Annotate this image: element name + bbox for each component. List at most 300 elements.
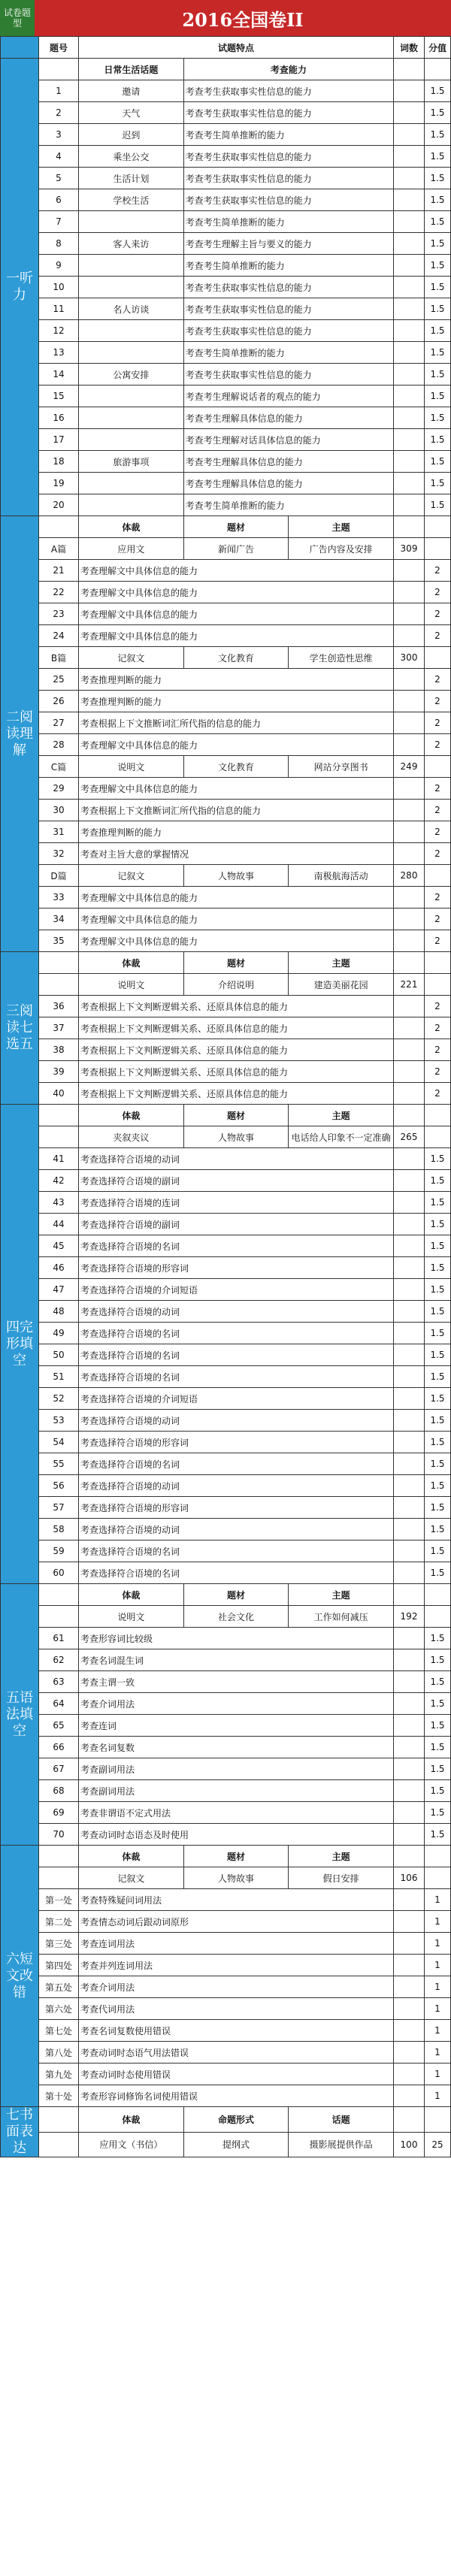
ability-cell: 考查选择符合语境的动词 xyxy=(79,1475,394,1497)
table-row xyxy=(1,1889,451,1911)
score-cell: 2 xyxy=(425,821,451,843)
blank xyxy=(394,102,425,124)
question-number: 16 xyxy=(39,407,79,429)
table-row xyxy=(1,800,451,821)
theme-cell: 介绍说明 xyxy=(183,974,289,996)
genre-cell: 说明文 xyxy=(79,1606,184,1628)
topic-cell: 旅游事项 xyxy=(79,451,184,473)
question-number: 44 xyxy=(39,1214,79,1235)
score-cell: 1.5 xyxy=(425,1170,451,1192)
ability-cell: 考查对主旨大意的掌握情况 xyxy=(79,843,394,865)
topic-cell: 公寓安排 xyxy=(79,364,184,385)
blank xyxy=(425,1584,451,1606)
ability-cell: 考查根据上下文判断逻辑关系、还原具体信息的能力 xyxy=(79,1039,394,1061)
words-cell xyxy=(394,1279,425,1301)
header-score: 分值 xyxy=(425,37,451,59)
question-number: 35 xyxy=(39,930,79,952)
words-cell xyxy=(394,843,425,865)
words-cell xyxy=(394,1039,425,1061)
table-row xyxy=(1,538,451,560)
question-number: 49 xyxy=(39,1323,79,1344)
header-subject: 主题 xyxy=(289,1105,394,1126)
question-number: 55 xyxy=(39,1453,79,1475)
genre-cell: 记叙文 xyxy=(79,647,184,669)
question-number: 19 xyxy=(39,473,79,494)
ability-cell: 考查考生获取事实性信息的能力 xyxy=(183,146,393,168)
score-cell: 2 xyxy=(425,734,451,756)
table-row xyxy=(1,1497,451,1519)
table-row xyxy=(1,1671,451,1693)
words-cell xyxy=(394,1911,425,1933)
score-cell: 1.5 xyxy=(425,1257,451,1279)
score-cell: 1.5 xyxy=(425,1323,451,1344)
topic-cell: 名人访谈 xyxy=(79,298,184,320)
blank xyxy=(39,1105,79,1126)
header-feature: 试题特点 xyxy=(79,37,394,59)
table-row xyxy=(1,1039,451,1061)
header-genre: 体裁 xyxy=(79,516,184,538)
blank xyxy=(394,146,425,168)
table-row xyxy=(1,451,451,473)
table-row xyxy=(1,1453,451,1475)
question-number: 58 xyxy=(39,1519,79,1540)
question-number xyxy=(39,1126,79,1148)
table-row xyxy=(1,342,451,364)
ability-cell: 考查名词复数使用错误 xyxy=(79,2020,394,2042)
header-theme: 题材 xyxy=(183,516,289,538)
question-number: 61 xyxy=(39,1628,79,1649)
ability-cell: 考查考生获取事实性信息的能力 xyxy=(183,320,393,342)
question-number: 48 xyxy=(39,1301,79,1323)
score-cell: 1.5 xyxy=(425,211,451,233)
score-cell: 1.5 xyxy=(425,1214,451,1235)
words-cell xyxy=(394,1693,425,1715)
ability-cell: 考查考生简单推断的能力 xyxy=(183,255,393,277)
ability-cell: 考查选择符合语境的形容词 xyxy=(79,1257,394,1279)
question-number: 第一处 xyxy=(39,1889,79,1911)
words-cell: 100 xyxy=(394,2132,425,2157)
score-cell xyxy=(425,1126,451,1148)
score-cell: 1.5 xyxy=(425,1235,451,1257)
score-cell: 1.5 xyxy=(425,1540,451,1562)
score-cell: 1.5 xyxy=(425,298,451,320)
words-cell xyxy=(394,1453,425,1475)
subject-cell: 假日安排 xyxy=(289,1867,394,1889)
words-cell xyxy=(394,2085,425,2107)
blank xyxy=(394,494,425,516)
table-row xyxy=(1,865,451,887)
table-row xyxy=(1,473,451,494)
score-cell: 1 xyxy=(425,1933,451,1955)
score-cell: 1 xyxy=(425,2064,451,2085)
score-cell: 2 xyxy=(425,843,451,865)
ability-cell: 考查选择符合语境的名词 xyxy=(79,1366,394,1388)
words-cell xyxy=(394,691,425,712)
blank xyxy=(394,342,425,364)
question-number: 43 xyxy=(39,1192,79,1214)
score-cell: 1 xyxy=(425,1955,451,1976)
ability-cell: 考查选择符合语境的动词 xyxy=(79,1301,394,1323)
topic-cell xyxy=(79,342,184,364)
blank xyxy=(425,1846,451,1867)
score-cell: 1.5 xyxy=(425,1519,451,1540)
words-cell xyxy=(394,1715,425,1737)
question-number: 40 xyxy=(39,1083,79,1105)
score-cell: 2 xyxy=(425,603,451,625)
header-theme: 题材 xyxy=(183,952,289,974)
score-cell: 2 xyxy=(425,996,451,1017)
header-words: 词数 xyxy=(394,37,425,59)
score-cell: 1.5 xyxy=(425,80,451,102)
question-number: 64 xyxy=(39,1693,79,1715)
question-number: 7 xyxy=(39,211,79,233)
genre-cell: 夹叙夹议 xyxy=(79,1126,184,1148)
ability-cell: 考查考生简单推断的能力 xyxy=(183,494,393,516)
header-topic: 日常生活话题 xyxy=(79,59,184,80)
question-number: 31 xyxy=(39,821,79,843)
table-row xyxy=(1,168,451,189)
score-cell: 1 xyxy=(425,2042,451,2064)
score-cell: 1.5 xyxy=(425,1802,451,1824)
words-cell: 280 xyxy=(394,865,425,887)
table-row xyxy=(1,1148,451,1170)
question-number: 36 xyxy=(39,996,79,1017)
exam-table-wrapper xyxy=(0,36,451,2157)
question-number: 65 xyxy=(39,1715,79,1737)
words-cell xyxy=(394,1955,425,1976)
words-cell xyxy=(394,1388,425,1410)
words-cell xyxy=(394,734,425,756)
ability-cell: 考查副词用法 xyxy=(79,1780,394,1802)
header-genre: 体裁 xyxy=(79,1584,184,1606)
topic-cell xyxy=(79,494,184,516)
section-label: 二阅读理解 xyxy=(1,516,39,952)
score-cell: 1.5 xyxy=(425,1388,451,1410)
score-cell: 1.5 xyxy=(425,1758,451,1780)
ability-cell: 考查考生理解对话具体信息的能力 xyxy=(183,429,393,451)
question-number: 3 xyxy=(39,124,79,146)
ability-cell: 考查选择符合语境的副词 xyxy=(79,1214,394,1235)
subject-cell: 学生创造性思维 xyxy=(289,647,394,669)
table-row xyxy=(1,146,451,168)
table-row xyxy=(1,952,451,974)
question-number: 54 xyxy=(39,1432,79,1453)
blank xyxy=(39,1584,79,1606)
words-cell xyxy=(394,2042,425,2064)
table-row xyxy=(1,277,451,298)
blank xyxy=(425,1105,451,1126)
score-cell: 1 xyxy=(425,2085,451,2107)
ability-cell: 考查考生理解说话者的观点的能力 xyxy=(183,385,393,407)
table-row xyxy=(1,1562,451,1584)
words-cell xyxy=(394,1889,425,1911)
ability-cell: 考查考生理解具体信息的能力 xyxy=(183,407,393,429)
question-number: 39 xyxy=(39,1061,79,1083)
header-subject: 主题 xyxy=(289,516,394,538)
score-cell: 2 xyxy=(425,1061,451,1083)
score-cell: 2 xyxy=(425,560,451,582)
score-cell: 1.5 xyxy=(425,1344,451,1366)
words-cell xyxy=(394,603,425,625)
header-subject: 主题 xyxy=(289,952,394,974)
question-number: 第五处 xyxy=(39,1976,79,1998)
table-row xyxy=(1,1344,451,1366)
score-cell: 2 xyxy=(425,887,451,909)
blank xyxy=(39,59,79,80)
ability-cell: 考查考生获取事实性信息的能力 xyxy=(183,364,393,385)
question-number xyxy=(39,1606,79,1628)
table-row xyxy=(1,930,451,952)
genre-cell: 应用文 xyxy=(79,538,184,560)
table-row xyxy=(1,407,451,429)
score-cell: 1.5 xyxy=(425,1824,451,1846)
ability-cell: 考查非谓语不定式用法 xyxy=(79,1802,394,1824)
question-number: 5 xyxy=(39,168,79,189)
blank xyxy=(394,2107,425,2133)
question-number: 9 xyxy=(39,255,79,277)
score-cell: 1.5 xyxy=(425,451,451,473)
blank xyxy=(425,59,451,80)
table-row xyxy=(1,1323,451,1344)
section-label: 六短文改错 xyxy=(1,1846,39,2107)
score-cell: 1.5 xyxy=(425,277,451,298)
score-cell: 1.5 xyxy=(425,102,451,124)
table-row xyxy=(1,1017,451,1039)
section-label: 五语法填空 xyxy=(1,1584,39,1846)
ability-cell: 考查选择符合语境的名词 xyxy=(79,1562,394,1584)
words-cell: 192 xyxy=(394,1606,425,1628)
score-cell: 1 xyxy=(425,1998,451,2020)
ability-cell: 考查情态动词后跟动词原形 xyxy=(79,1911,394,1933)
table-row xyxy=(1,1606,451,1628)
theme-cell: 人物故事 xyxy=(183,865,289,887)
genre-cell: 说明文 xyxy=(79,756,184,778)
ability-cell: 考查形容词修饰名词使用错误 xyxy=(79,2085,394,2107)
table-row xyxy=(1,1257,451,1279)
blank xyxy=(394,211,425,233)
question-number: 70 xyxy=(39,1824,79,1846)
words-cell: 265 xyxy=(394,1126,425,1148)
score-cell: 1.5 xyxy=(425,233,451,255)
score-cell: 1.5 xyxy=(425,1737,451,1758)
score-cell: 1.5 xyxy=(425,255,451,277)
score-cell: 1.5 xyxy=(425,320,451,342)
question-number: D篇 xyxy=(39,865,79,887)
table-row xyxy=(1,1301,451,1323)
section-label: 一听力 xyxy=(1,59,39,516)
ability-cell: 考查考生理解主旨与要义的能力 xyxy=(183,233,393,255)
table-row xyxy=(1,1170,451,1192)
question-number: 26 xyxy=(39,691,79,712)
table-row xyxy=(1,1846,451,1867)
question-number: 第六处 xyxy=(39,1998,79,2020)
topic-cell xyxy=(79,473,184,494)
table-row xyxy=(1,2107,451,2133)
question-number: 57 xyxy=(39,1497,79,1519)
words-cell xyxy=(394,996,425,1017)
question-number: 第九处 xyxy=(39,2064,79,2085)
table-row xyxy=(1,1519,451,1540)
ability-cell: 考查名词混生词 xyxy=(79,1649,394,1671)
score-cell: 1.5 xyxy=(425,1366,451,1388)
table-row xyxy=(1,1824,451,1846)
score-cell: 2 xyxy=(425,582,451,603)
question-number: 21 xyxy=(39,560,79,582)
question-number: 34 xyxy=(39,909,79,930)
table-row xyxy=(1,1933,451,1955)
ability-cell: 考查根据上下文推断词汇所代指的信息的能力 xyxy=(79,800,394,821)
words-cell xyxy=(394,1758,425,1780)
table-row xyxy=(1,560,451,582)
question-number: 67 xyxy=(39,1758,79,1780)
ability-cell: 考查选择符合语境的名词 xyxy=(79,1540,394,1562)
words-cell xyxy=(394,1017,425,1039)
score-cell: 1.5 xyxy=(425,1475,451,1497)
words-cell xyxy=(394,1410,425,1432)
words-cell xyxy=(394,560,425,582)
blank xyxy=(425,952,451,974)
topic-cell: 邀请 xyxy=(79,80,184,102)
blank xyxy=(394,407,425,429)
ability-cell: 考查考生理解具体信息的能力 xyxy=(183,473,393,494)
question-number: 11 xyxy=(39,298,79,320)
ability-cell: 考查选择符合语境的形容词 xyxy=(79,1432,394,1453)
score-cell: 1.5 xyxy=(425,1649,451,1671)
table-row xyxy=(1,1780,451,1802)
blank xyxy=(425,2107,451,2133)
ability-cell: 考查名词复数 xyxy=(79,1737,394,1758)
score-cell: 1.5 xyxy=(425,473,451,494)
table-row xyxy=(1,1126,451,1148)
header-subject: 主题 xyxy=(289,1584,394,1606)
ability-cell: 考查考生简单推断的能力 xyxy=(183,342,393,364)
score-cell: 2 xyxy=(425,930,451,952)
table-row xyxy=(1,37,451,59)
table-row xyxy=(1,1976,451,1998)
ability-cell: 考查考生获取事实性信息的能力 xyxy=(183,102,393,124)
table-row xyxy=(1,102,451,124)
words-cell xyxy=(394,1497,425,1519)
score-cell: 1.5 xyxy=(425,1410,451,1432)
words-cell xyxy=(394,1366,425,1388)
score-cell: 1.5 xyxy=(425,146,451,168)
blank xyxy=(39,516,79,538)
header-num: 题号 xyxy=(39,37,79,59)
ability-cell: 考查理解文中具体信息的能力 xyxy=(79,909,394,930)
words-cell xyxy=(394,1083,425,1105)
words-cell xyxy=(394,1998,425,2020)
question-number: 29 xyxy=(39,778,79,800)
table-row xyxy=(1,320,451,342)
ability-cell: 考查并列连词用法 xyxy=(79,1955,394,1976)
blank xyxy=(394,168,425,189)
table-row xyxy=(1,691,451,712)
score-cell: 2 xyxy=(425,669,451,691)
ability-cell: 考查根据上下文判断逻辑关系、还原具体信息的能力 xyxy=(79,996,394,1017)
score-cell: 1 xyxy=(425,1911,451,1933)
topic-cell xyxy=(79,277,184,298)
header-ability: 考查能力 xyxy=(183,59,393,80)
table-row xyxy=(1,1061,451,1083)
score-cell: 2 xyxy=(425,712,451,734)
question-number: 1 xyxy=(39,80,79,102)
table-row xyxy=(1,298,451,320)
table-row xyxy=(1,364,451,385)
table-row xyxy=(1,1998,451,2020)
question-number xyxy=(39,1867,79,1889)
score-cell: 1.5 xyxy=(425,1780,451,1802)
score-cell: 1 xyxy=(425,1976,451,1998)
question-number: 10 xyxy=(39,277,79,298)
ability-cell: 考查理解文中具体信息的能力 xyxy=(79,887,394,909)
ability-cell: 考查考生获取事实性信息的能力 xyxy=(183,80,393,102)
score-cell: 1.5 xyxy=(425,189,451,211)
ability-cell: 考查介词用法 xyxy=(79,1693,394,1715)
words-cell xyxy=(394,1301,425,1323)
question-number: 17 xyxy=(39,429,79,451)
table-row xyxy=(1,211,451,233)
score-cell xyxy=(425,1606,451,1628)
table-row xyxy=(1,1192,451,1214)
table-row xyxy=(1,1715,451,1737)
subject-cell: 建造美丽花园 xyxy=(289,974,394,996)
question-number: 22 xyxy=(39,582,79,603)
header-topic: 话题 xyxy=(289,2107,394,2133)
table-row xyxy=(1,756,451,778)
table-row xyxy=(1,80,451,102)
ability-cell: 考查选择符合语境的名词 xyxy=(79,1344,394,1366)
topic-cell xyxy=(79,320,184,342)
question-number: 25 xyxy=(39,669,79,691)
topic-cell xyxy=(79,385,184,407)
score-cell: 1.5 xyxy=(425,385,451,407)
score-cell: 1.5 xyxy=(425,1301,451,1323)
score-cell: 2 xyxy=(425,1039,451,1061)
genre-cell: 记叙文 xyxy=(79,1867,184,1889)
blank xyxy=(394,1584,425,1606)
blank xyxy=(394,1846,425,1867)
question-number: 18 xyxy=(39,451,79,473)
question-number: 第七处 xyxy=(39,2020,79,2042)
words-cell xyxy=(394,930,425,952)
score-cell: 1.5 xyxy=(425,342,451,364)
question-number: 53 xyxy=(39,1410,79,1432)
section-header: 试卷题型 xyxy=(0,0,35,36)
score-cell xyxy=(425,756,451,778)
words-cell: 249 xyxy=(394,756,425,778)
table-row xyxy=(1,1475,451,1497)
question-number: 15 xyxy=(39,385,79,407)
form-cell: 提纲式 xyxy=(183,2132,289,2157)
words-cell xyxy=(394,582,425,603)
words-cell xyxy=(394,1170,425,1192)
topic-cell: 学校生活 xyxy=(79,189,184,211)
question-number: 52 xyxy=(39,1388,79,1410)
score-cell: 1.5 xyxy=(425,429,451,451)
question-number: 63 xyxy=(39,1671,79,1693)
header-theme: 题材 xyxy=(183,1105,289,1126)
score-cell: 25 xyxy=(425,2132,451,2157)
theme-cell: 人物故事 xyxy=(183,1867,289,1889)
table-row xyxy=(1,669,451,691)
ability-cell: 考查考生获取事实性信息的能力 xyxy=(183,277,393,298)
ability-cell: 考查根据上下文判断逻辑关系、还原具体信息的能力 xyxy=(79,1061,394,1083)
table-row xyxy=(1,1235,451,1257)
score-cell: 1.5 xyxy=(425,1148,451,1170)
ability-cell: 考查形容词比较级 xyxy=(79,1628,394,1649)
words-cell xyxy=(394,1344,425,1366)
table-row xyxy=(1,233,451,255)
